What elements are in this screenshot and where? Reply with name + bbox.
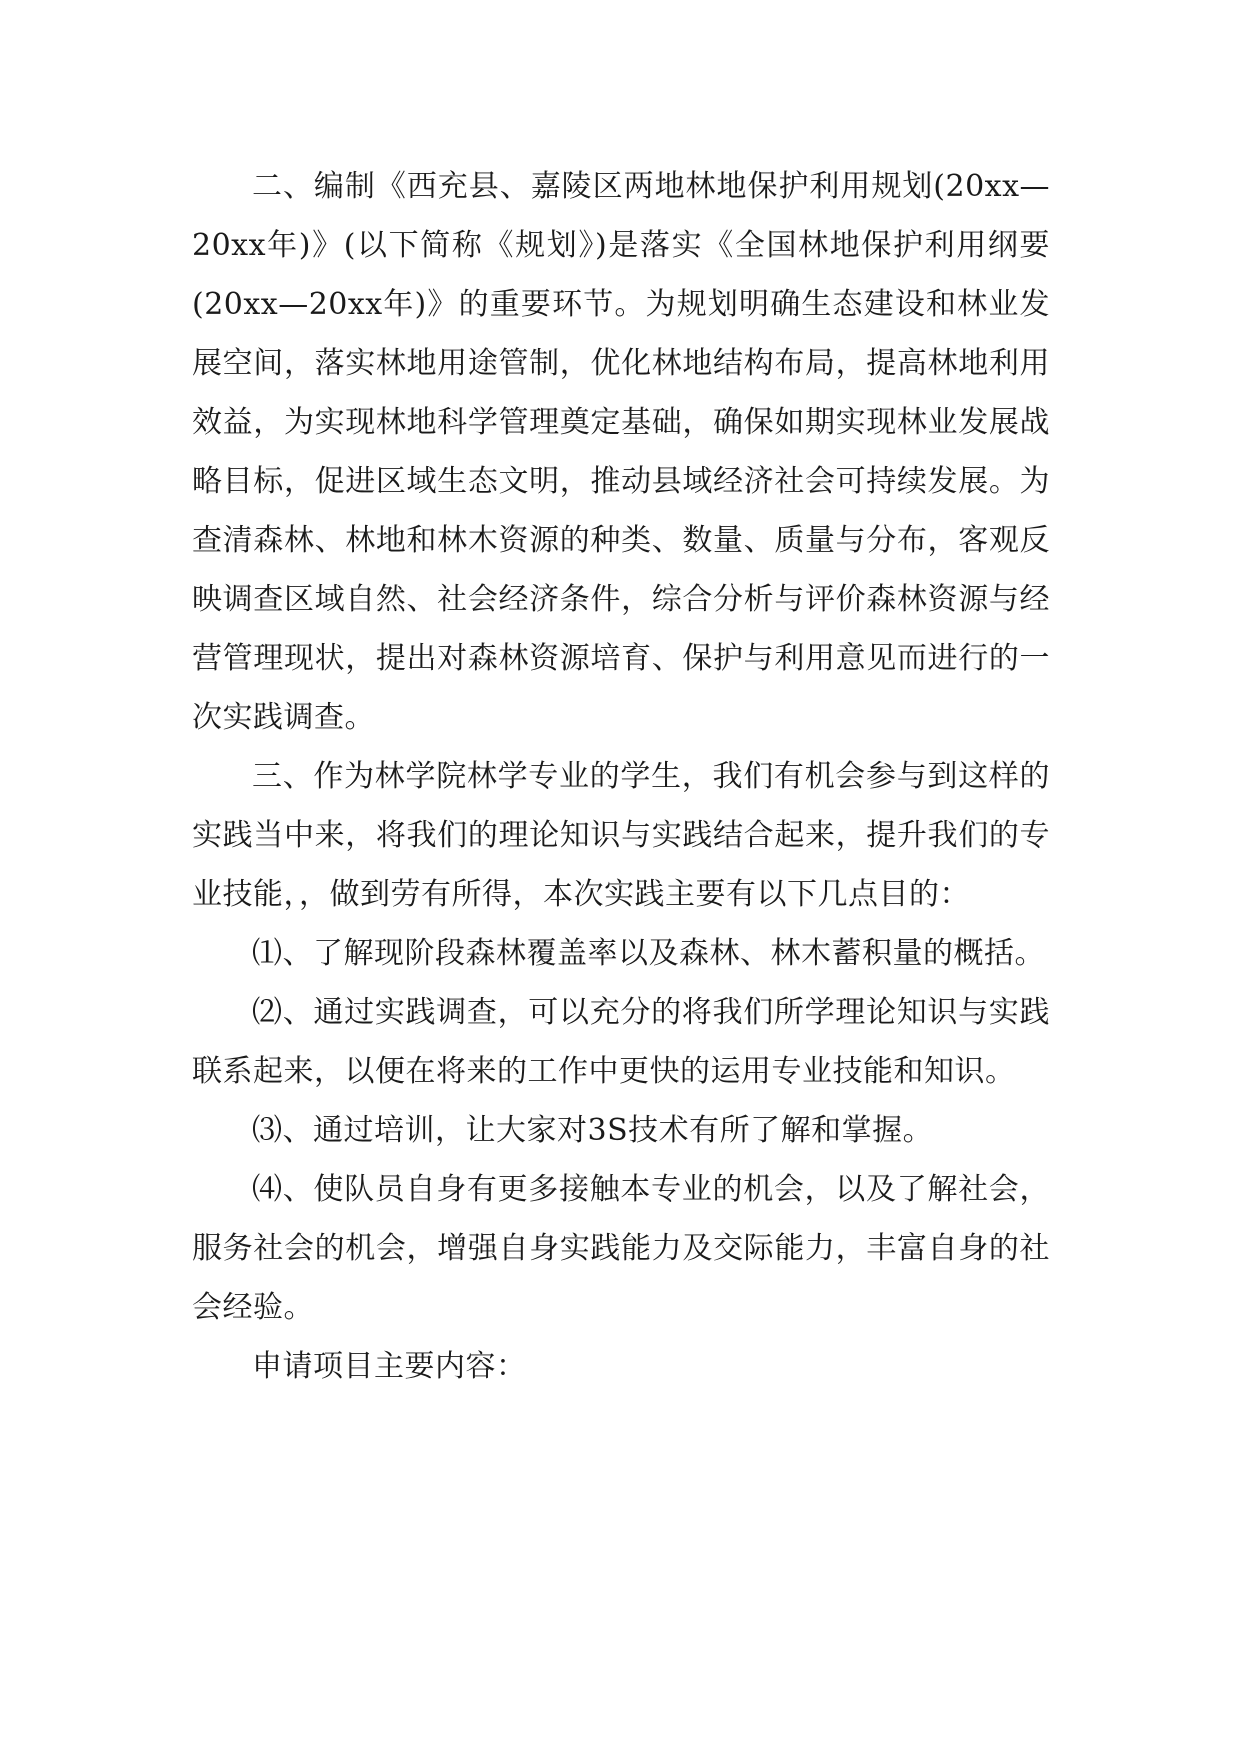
- paragraph-planning-purpose: 二、编制《西充县、嘉陵区两地林地保护利用规划(20xx—20xx年)》(以下简称《规划》)是落实《全国林地保护利用纲要(20xx—20xx年)》的重要环节。为规划明确生态建设和林业发展空间，落实林地用途管制，优化林地结构布局，提高林地利用效益，为实现林地科学管理奠定基础，确保如期实现林业发展战略目标，促进区域生态文明，推动县域经济社会可持续发展。为查清森林、林地和林木资源的种类、数量、质量与分布，客观反映调查区域自然、社会经济条件，综合分析与评价森林资源与经营管理现状，提出对森林资源培育、保护与利用意见而进行的一次实践调查。: [192, 169, 1050, 735]
- document-body: [192, 157, 1050, 1396]
- paragraph-objective-2: ⑵、通过实践调查，可以充分的将我们所学理论知识与实践联系起来，以便在将来的工作中更快的运用专业技能和知识。: [192, 995, 1050, 1089]
- paragraph-main-content-heading: 申请项目主要内容：: [252, 1349, 527, 1384]
- paragraph-objective-1: ⑴、了解现阶段森林覆盖率以及森林、林木蓄积量的概括。: [252, 936, 1045, 971]
- paragraph-student-practice: 三、作为林学院林学专业的学生，我们有机会参与到这样的实践当中来，将我们的理论知识与实践结合起来，提升我们的专业技能，，做到劳有所得，本次实践主要有以下几点目的：: [192, 759, 1050, 912]
- paragraph-objective-3: ⑶、通过培训，让大家对3S技术有所了解和掌握。: [252, 1113, 934, 1148]
- paragraph-objective-4: ⑷、使队员自身有更多接触本专业的机会，以及了解社会，服务社会的机会，增强自身实践能力及交际能力，丰富自身的社会经验。: [192, 1172, 1050, 1325]
